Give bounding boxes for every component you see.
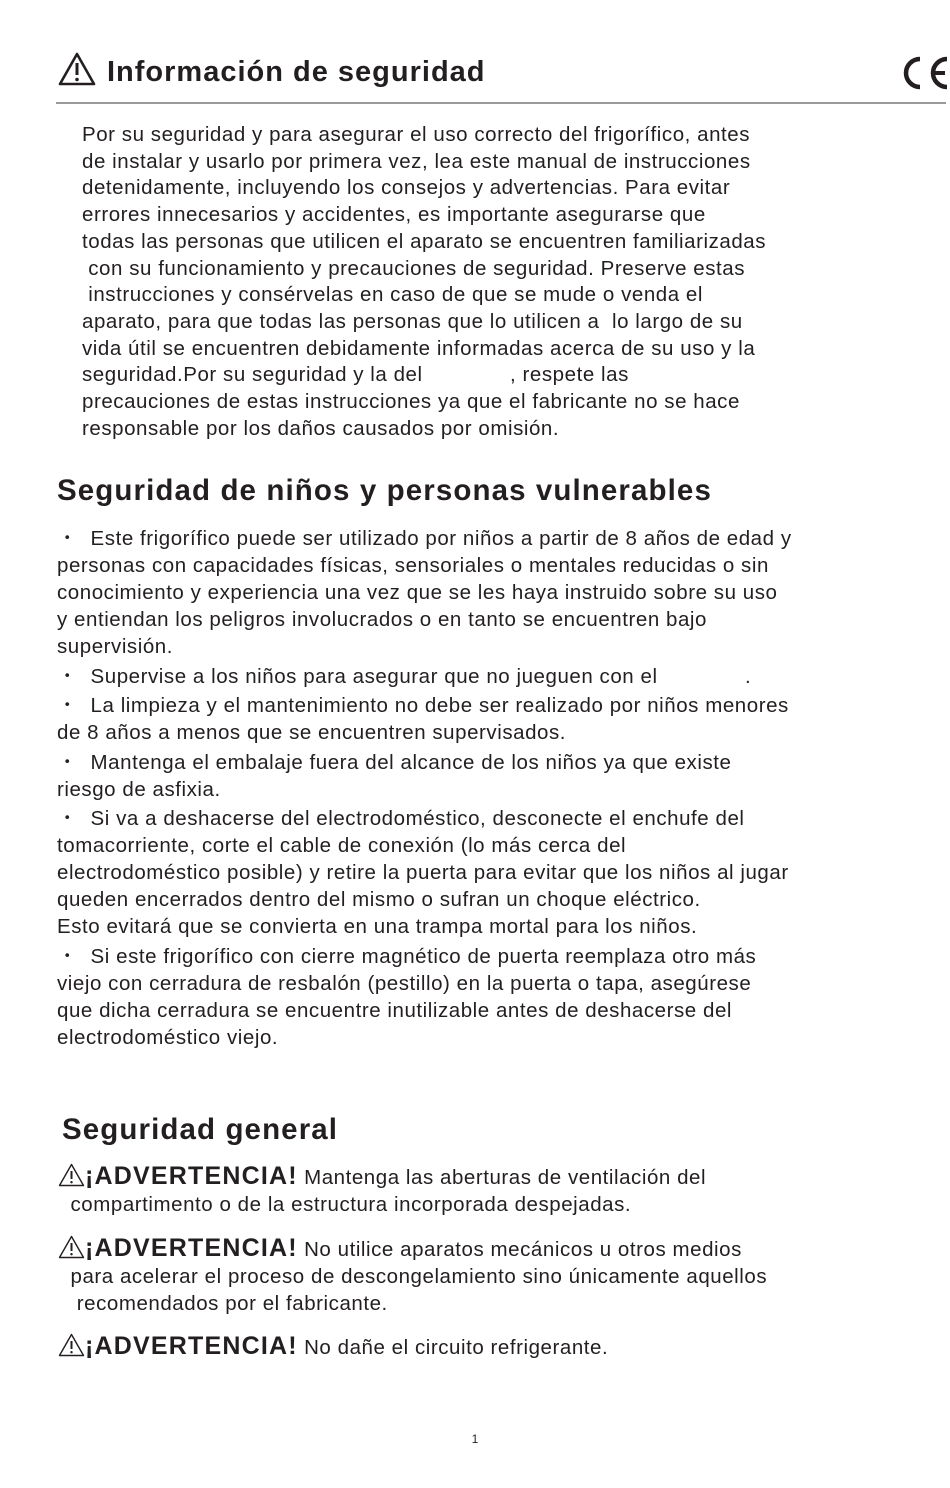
warning-text: No dañe el circuito refrigerante. [297, 1336, 609, 1359]
list-item-line: electrodoméstico viejo. [57, 1025, 279, 1049]
list-item-text: Si va a deshacerse del electrodoméstico, desconecte el enchufe del [78, 807, 745, 830]
intro-line: con su funcionamiento y precauciones de seguridad. Preserve estas [82, 256, 746, 280]
list-item-first-line [57, 525, 937, 552]
intro-line: Por su seguridad y para asegurar el uso correcto del frigorífico, antes [82, 123, 751, 146]
list-item-text: Si este frigorífico con cierre magnético de puerta reemplaza otro más [78, 944, 757, 968]
list-item-line: viejo con cerradura de resbalón (pestillo) en la puerta o tapa, asegúrese [57, 971, 752, 995]
list-item-first-line [57, 749, 937, 776]
list-item-text: Mantenga el embalaje fuera del alcance de los niños ya que existe [78, 750, 732, 774]
ce-mark-icon [896, 54, 950, 92]
warning-triangle-icon [58, 1235, 85, 1259]
intro-line: aparato, para que todas las personas que lo utilicen a lo largo de su [82, 309, 743, 333]
list-item-text: Supervise a los niños para asegurar que no jueguen con el . [78, 664, 752, 688]
list-item-line: riesgo de asfixia. [57, 777, 221, 801]
list-item-line: conocimiento y experiencia una vez que se les haya instruido sobre su uso [57, 581, 778, 604]
list-item-first-line [57, 943, 937, 970]
warning-label: ¡ADVERTENCIA! [85, 1162, 298, 1190]
warning-text: Mantenga las aberturas de ventilación del [297, 1166, 707, 1189]
list-item [57, 943, 937, 1051]
page-title: Información de seguridad [107, 56, 486, 88]
warning-first-line [58, 1235, 938, 1263]
list-item-first-line [57, 663, 937, 690]
warning-label: ¡ADVERTENCIA! [85, 1332, 298, 1360]
bullet-glyph: ・ [57, 750, 79, 774]
warning-triangle-icon [58, 1163, 85, 1187]
warning-first-line [58, 1163, 938, 1191]
list-item-line: queden encerrados dentro del mismo o sufran un choque eléctrico. [57, 888, 701, 911]
warning-text-line: recomendados por el fabricante. [58, 1292, 388, 1315]
intro-line: seguridad.Por su seguridad y la del , respete las [82, 363, 629, 387]
warning-text-line: para acelerar el proceso de descongelamiento sino únicamente aquellos [58, 1265, 768, 1288]
list-item [57, 805, 937, 940]
list-item-first-line [57, 805, 937, 832]
bullet-glyph: ・ [57, 694, 79, 717]
warning-triangle-icon [58, 52, 96, 86]
list-item-text: La limpieza y el mantenimiento no debe ser realizado por niños menores [78, 694, 789, 717]
list-item [57, 749, 937, 803]
intro-paragraph [82, 122, 932, 442]
page-header [56, 50, 946, 104]
page-number: 1 [471, 1432, 479, 1446]
children-safety-list [57, 525, 937, 1051]
list-item [57, 663, 937, 690]
warning-defrosting [58, 1235, 938, 1317]
warning-text-line: compartimento o de la estructura incorporada despejadas. [58, 1193, 632, 1216]
bullet-glyph: ・ [57, 527, 79, 550]
warning-text: No utilice aparatos mecánicos u otros medios [297, 1238, 742, 1261]
warning-first-line [58, 1333, 938, 1361]
list-item-line: de 8 años a menos que se encuentren supervisados. [57, 721, 567, 744]
list-item-first-line [57, 692, 937, 719]
intro-line: todas las personas que utilicen el aparato se encuentren familiarizadas [82, 229, 767, 253]
bullet-glyph: ・ [57, 944, 79, 968]
list-item-text: Este frigorífico puede ser utilizado por niños a partir de 8 años de edad y [78, 527, 792, 550]
intro-line: detenidamente, incluyendo los consejos y advertencias. Para evitar [82, 176, 731, 200]
list-item-line: que dicha cerradura se encuentre inutilizable antes de deshacerse del [57, 998, 733, 1022]
list-item [57, 692, 937, 746]
intro-line: de instalar y usarlo por primera vez, lea este manual de instrucciones [82, 149, 751, 173]
bullet-glyph: ・ [57, 664, 79, 688]
intro-line: precauciones de estas instrucciones ya que el fabricante no se hace [82, 390, 740, 414]
list-item-line: y entiendan los peligros involucrados o en tanto se encuentren bajo [57, 608, 707, 631]
warning-triangle-icon [58, 1333, 85, 1357]
list-item [57, 525, 937, 660]
list-item-line: Esto evitará que se convierta en una trampa mortal para los niños. [57, 915, 698, 938]
intro-line: responsable por los daños causados por omisión. [82, 416, 560, 440]
intro-line: errores innecesarios y accidentes, es importante asegurarse que [82, 203, 706, 227]
warning-refrigerant-circuit [58, 1333, 938, 1361]
list-item-line: supervisión. [57, 635, 173, 658]
general-safety-heading: Seguridad general [62, 1113, 339, 1146]
list-item-line: personas con capacidades físicas, sensoriales o mentales reducidas o sin [57, 554, 769, 577]
children-safety-heading: Seguridad de niños y personas vulnerables [57, 474, 712, 507]
warning-label: ¡ADVERTENCIA! [85, 1234, 298, 1262]
bullet-glyph: ・ [57, 807, 79, 830]
list-item-line: electrodoméstico posible) y retire la puerta para evitar que los niños al jugar [57, 861, 789, 884]
list-item-line: tomacorriente, corte el cable de conexión (lo más cerca del [57, 834, 627, 857]
warning-ventilation [58, 1163, 938, 1218]
intro-line: instrucciones y consérvelas en caso de que se mude o venda el [82, 283, 703, 307]
intro-line: vida útil se encuentren debidamente informadas acerca de su uso y la [82, 336, 756, 360]
